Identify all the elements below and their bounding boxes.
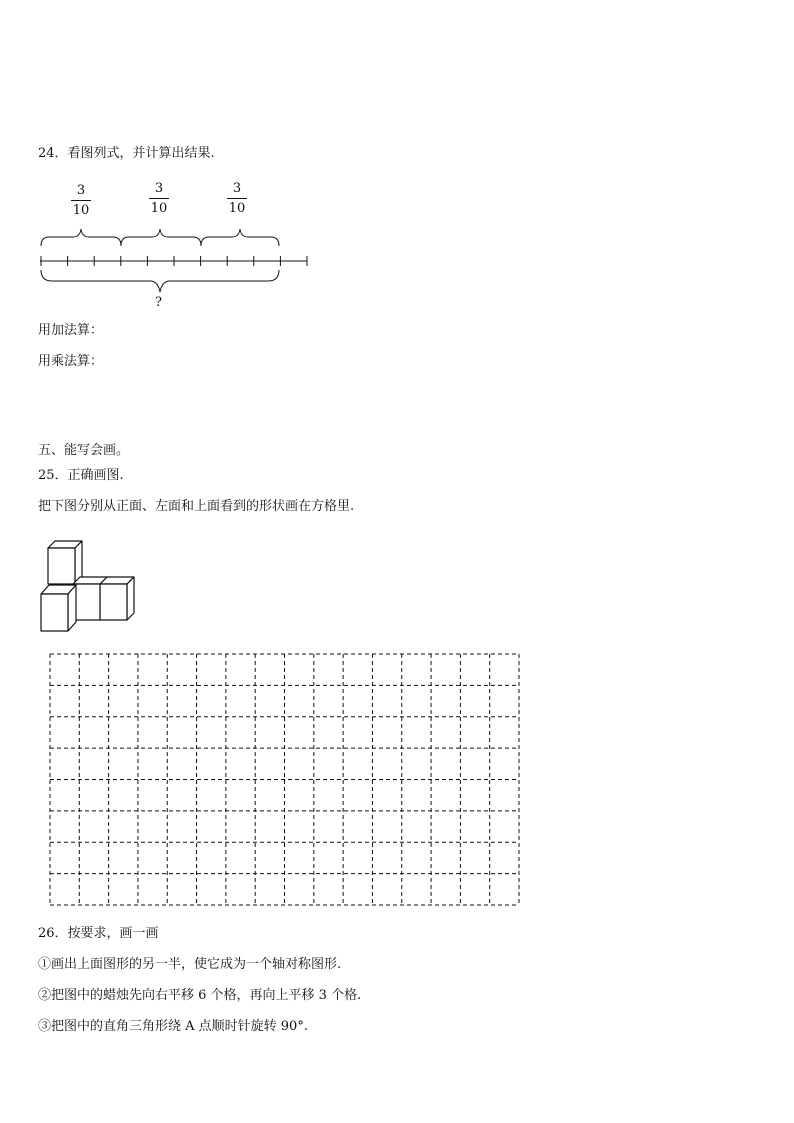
- q25-instruction: 把下图分别从正面、左面和上面看到的形状画在方格里.: [38, 499, 355, 514]
- fraction-3-denominator: 10: [228, 201, 246, 216]
- q25-title: 25．正确画图.: [38, 468, 124, 483]
- q24-title: 24．看图列式，并计算出结果.: [38, 146, 215, 161]
- fraction-2-numerator: 3: [154, 181, 164, 196]
- addition-label: 用加法算：: [38, 323, 104, 338]
- section-5-title: 五、能写会画。: [38, 443, 130, 458]
- fraction-1-numerator: 3: [76, 183, 86, 198]
- fraction-3-numerator: 3: [232, 181, 242, 196]
- q26-item-2: ②把图中的蜡烛先向右平移 6 个格，再向上平移 3 个格.: [38, 988, 362, 1003]
- fraction-1-denominator: 10: [72, 203, 90, 218]
- question-mark: ?: [155, 295, 162, 310]
- q26-item-3: ③把图中的直角三角形绕 A 点顺时针旋转 90°.: [38, 1019, 308, 1034]
- multiplication-label: 用乘法算：: [38, 354, 104, 369]
- q26-item-1: ①画出上面图形的另一半，使它成为一个轴对称图形.: [38, 957, 342, 972]
- q26-title: 26．按要求，画一画: [38, 926, 159, 941]
- fraction-2-denominator: 10: [150, 201, 168, 216]
